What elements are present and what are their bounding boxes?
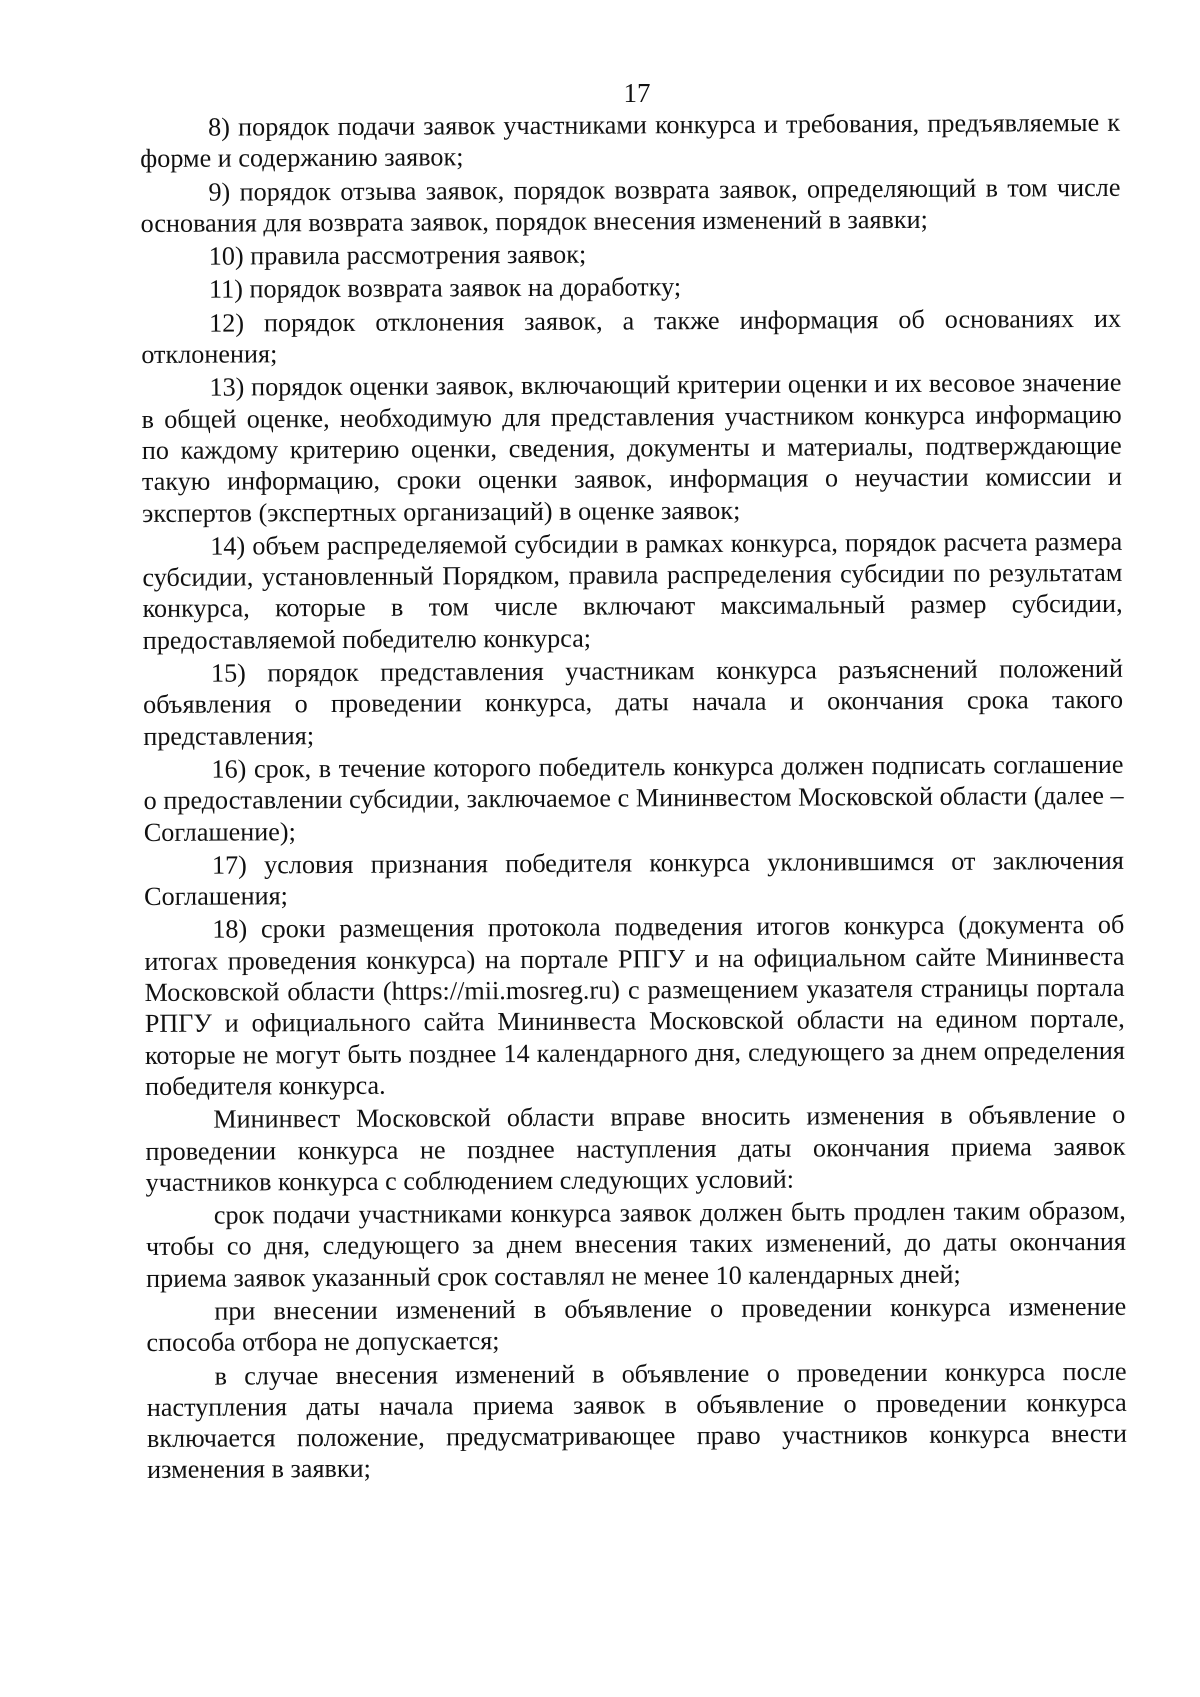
paragraph-item-15: 15) порядок представления участникам конкурса разъяснений положений объявления о проведении конкурса, даты начала и окончания срока такого представления; [143,653,1124,751]
paragraph-item-9: 9) порядок отзыва заявок, порядок возврата заявок, определяющий в том числе основания для возврата заявок, порядок внесения изменений в заявки; [140,172,1121,238]
paragraph-application-changes: в случае внесения изменений в объявление о проведении конкурса после наступления даты начала приема заявок в объявление о проведении конкурса включается положение, предусматривающее право участников конкурса внести изменения в заявки; [146,1356,1128,1485]
paragraph-item-8: 8) порядок подачи заявок участниками конкурса и требования, предъявляемые к форме и содержанию заявок; [140,107,1121,174]
paragraph-item-10: 10) правила рассмотрения заявок; [208,239,587,271]
paragraph-item-16: 16) срок, в течение которого победитель конкурса должен подписать соглашение о предоставлении субсидии, заключаемое с Мининвестом Московской области (далее – Соглашение); [143,749,1124,847]
paragraph-selection-method: при внесении изменений в объявление о проведении конкурса изменение способа отбора не допускается; [146,1291,1127,1358]
paragraph-item-18: 18) сроки размещения протокола подведения итогов конкурса (документа об итогах проведения конкурса) на портале РПГУ и на официальном сайте Мининвеста Московской области (https://mii.mosreg.ru) с размещением указателя страницы портала РПГУ и официального сайта Мининвеста Московской области на едином портале, которые не могут быть позднее 14 календарного дня, следующего за днем определения победителя конкурса. [144,910,1126,1101]
paragraph-item-13: 13) порядок оценки заявок, включающий критерии оценки и их весовое значение в общей оценке, необходимую для представления участником конкурса информацию по каждому критерию оценки, сведения, документы и материалы, подтверждающие такую информацию, сроки оценки заявок, информация о неучастии комиссии и экспертов (экспертных организаций) в оценке заявок; [141,368,1122,528]
paragraph-deadline-extension: срок подачи участниками конкурса заявок должен быть продлен таким образом, чтобы со дня, следующего за днем внесения таких изменений, до даты окончания приема заявок указанный срок составлял не менее 10 календарных дней; [145,1195,1127,1293]
paragraph-amendment-right: Мининвест Московской области вправе вносить изменения в объявление о проведении конкурса не позднее наступления даты окончания приема заявок участников конкурса с соблюдением следующих условий: [145,1100,1126,1197]
paragraph-item-14: 14) объем распределяемой субсидии в рамках конкурса, порядок расчета размера субсидии, установленный Порядком, правила распределения субсидии по результатам конкурса, которые в том числе включают максимальный размер субсидии, предоставляемой победителю конкурса; [142,526,1123,655]
paragraph-item-12: 12) порядок отклонения заявок, а также информация об основаниях их отклонения; [141,303,1122,370]
document-body [140,107,1127,1488]
paragraph-item-11: 11) порядок возврата заявок на доработку; [208,272,682,305]
page-number: 17 [623,78,651,108]
paragraph-item-17: 17) условия признания победителя конкурса уклонившимся от заключения Соглашения; [144,845,1125,912]
